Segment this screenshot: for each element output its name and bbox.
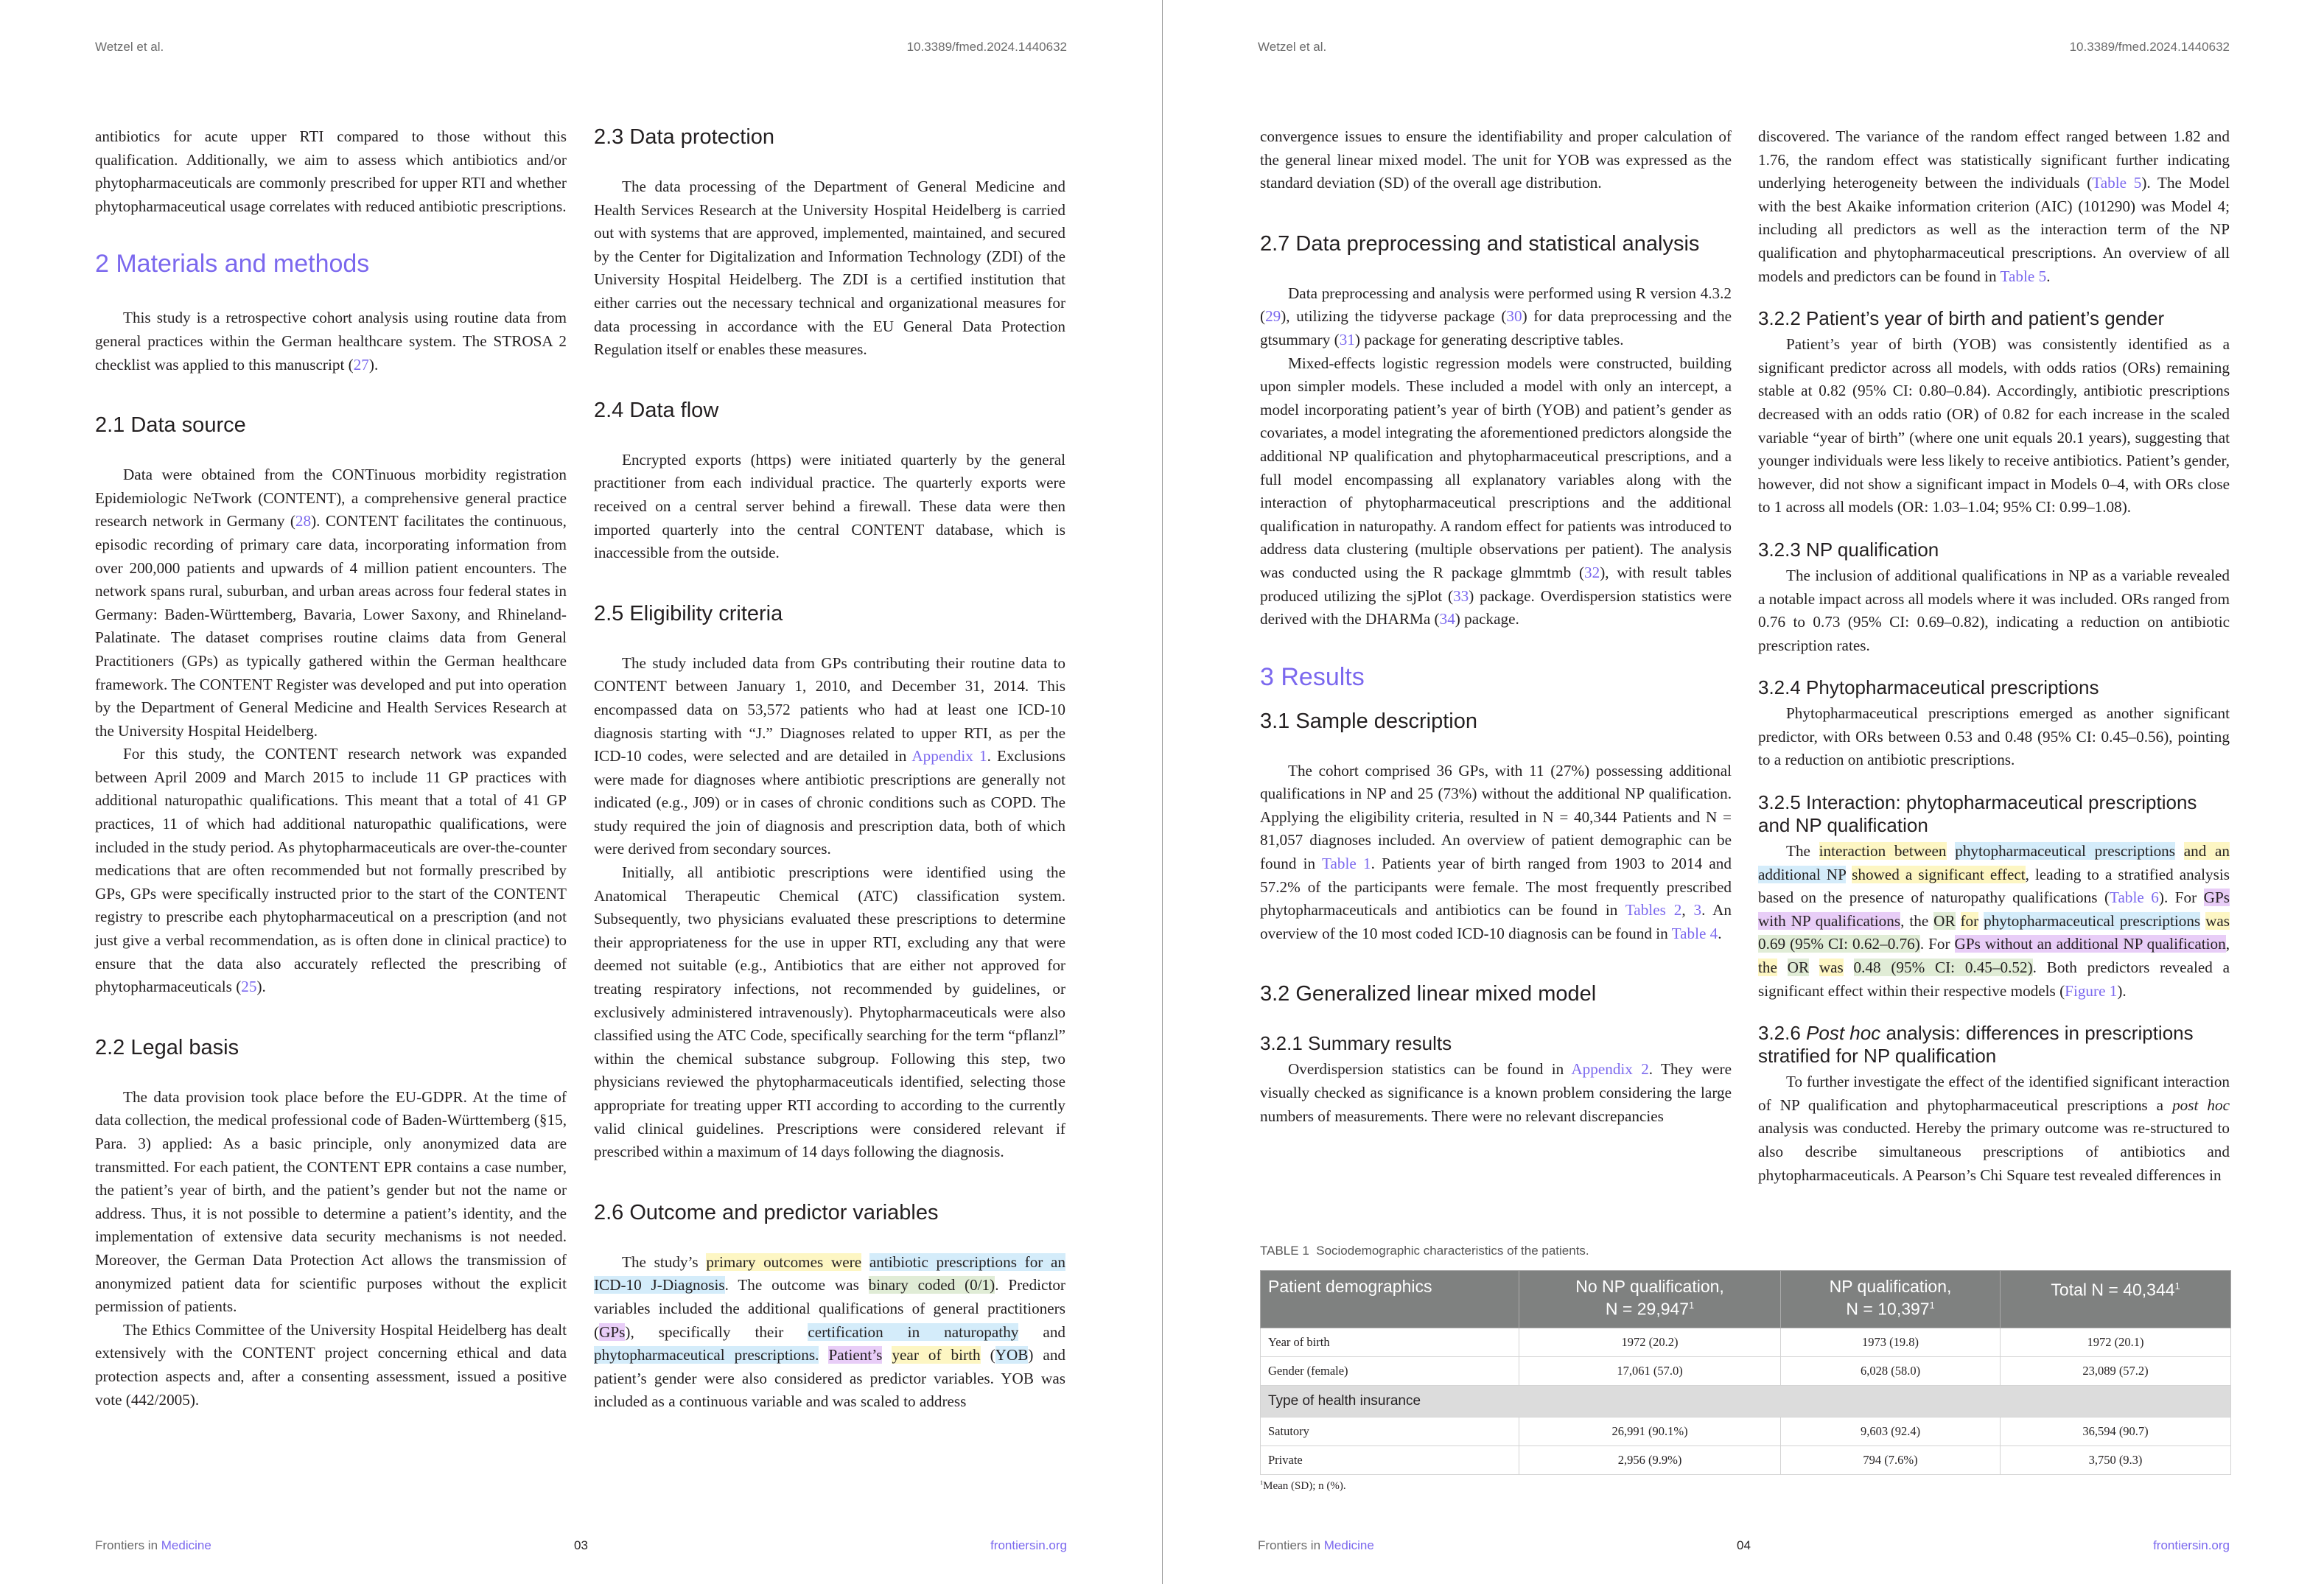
text [861,1253,869,1271]
text: ) package. Overdispersion statistics were derived with the DHARMa ( [1260,586,1732,628]
section-heading-eligibility: 2.5 Eligibility criteria [594,601,783,625]
section-heading-statistical-analysis: 2.7 Data preprocessing and statistical analysis [1260,231,1700,256]
page-footer [95,1538,1067,1556]
highlighted-text: GPs [599,1322,626,1341]
text: , [2225,935,2230,953]
running-head-authors: Wetzel et al. [95,40,164,54]
text: ). For [2158,889,2204,907]
text: Overdispersion statistics can be found in [1288,1060,1572,1079]
highlighted-text: the [1758,959,1777,977]
heading-number: 3.2.6 [1758,1022,1807,1045]
cross-reference-link[interactable]: 31 [1339,330,1355,348]
text: . They were visually checked as significance is a known problem considering the large numbers of measurements. There were no relevant discrepancies [1260,1060,1732,1125]
table-1 [1260,1244,2231,1493]
cross-reference-link[interactable]: Table 4 [1671,924,1718,942]
running-head-doi[interactable]: 10.3389/fmed.2024.1440632 [2069,40,2230,54]
text: Mixed-effects logistic regression models were constructed, building upon simpler models. These included a model with only an intercept, a model incorporating patient’s year of birth (YOB) and patient’s gender as covariates, a model integrating the aforementioned predictors alongside the additional NP qualification and phytopharmaceutical prescriptions, and a full model encompassing all explanatory variables along with the interaction of phytopharmaceutical prescriptions and the additional qualification in naturopathy. A random effect for patients was introduced to address data clustering (multiple observations per patient). The analysis was conducted using the R package glmmtmb ( [1260,354,1732,581]
text [819,1346,828,1364]
page-footer [1258,1538,2230,1556]
table-cell: 26,991 (90.1%) [1519,1417,1781,1445]
text: ). [2117,981,2127,1000]
eligibility-paragraph-1 [594,652,1065,861]
running-head [1258,40,2230,57]
table-row [1261,1356,2231,1385]
subsection-heading-yob-gender: 3.2.2 Patient’s year of birth and patient’s gender [1758,307,2165,330]
text [1846,866,1852,883]
text: , [1681,901,1694,919]
cross-reference-link[interactable]: Figure 1 [2065,981,2118,1000]
text: ). [368,355,379,374]
text: ), specifically their [625,1322,808,1341]
highlighted-text: Patient’s [828,1346,883,1364]
text: . [2046,267,2051,285]
text [1956,912,1961,930]
text: . An overview of the 10 most coded ICD-10 diagnosis can be found in [1260,901,1732,942]
column-header: NP qualification, $N = 10,397^1$ [1781,1271,2001,1328]
row-label: Private [1261,1445,1519,1474]
column-left [1260,125,1732,1128]
highlighted-text: phytopharmaceutical prescriptions [1984,911,2201,930]
post-hoc-paragraph [1758,1070,2230,1187]
row-label: Year of birth [1261,1328,1519,1356]
section-heading-data-source: 2.1 Data source [95,413,246,438]
text-emphasis: post hoc [2172,1096,2230,1114]
subsection-heading-post-hoc [1758,1022,2230,1068]
highlighted-text: for [1960,911,1979,930]
legal-basis-paragraph-1: The data provision took place before the EU-GDPR. At the time of data collection, the medical professional code of Baden-Württemberg (§15, Para. 3) applied: As a basic principle, only anonymized data are transmitted. For each patient, the CONTENT EPR contains a case number, the patient’s year of birth, and the patient’s gender but not the name or address. Thus, it is not possible to determine a patient’s identity, and the implementation of extensive data security mechanisms is not needed. Moreover, the German Data Protection Act allows the transmission of anonymized patient data for scientific purposes without the explicit permission of patients. [95,1087,567,1316]
row-label: Gender (female) [1261,1356,1519,1385]
journal-name [1258,1538,1374,1553]
cross-reference-link[interactable]: Appendix 2 [1571,1060,1649,1079]
table-row [1261,1417,2231,1445]
summary-results-paragraph-tail [1758,125,2230,288]
highlighted-text: GPs with NP qualifications [1758,889,2230,930]
section-heading-glmm: 3.2 Generalized linear mixed model [1260,982,1597,1006]
cross-reference-link[interactable]: Table 5 [2000,267,2047,285]
table-caption-text: Sociodemographic characteristics of the patients. [1316,1244,1589,1258]
column-right [594,125,1065,1414]
table-cell: 9,603 (92.4) [1781,1417,2001,1445]
column-right [1758,125,2230,1187]
heading-emphasis: Post hoc [1806,1022,1881,1045]
journal-title: Medicine [161,1538,211,1552]
text: The [1786,842,1819,861]
citation-link[interactable]: 25 [241,978,257,996]
group-label: Type of health insurance [1261,1385,2231,1417]
highlighted-text: was [1819,959,1844,977]
highlighted-text: phytopharmaceutical prescriptions. [594,1346,819,1364]
row-label: Satutory [1261,1417,1519,1445]
running-head-doi[interactable]: 10.3389/fmed.2024.1440632 [906,40,1067,54]
column-header: Total $N = 40,344^1$ [2001,1271,2231,1328]
text [1809,959,1819,976]
data-source-paragraph-1 [95,463,567,743]
citation-link[interactable]: 28 [295,512,312,530]
table-cell: 794 (7.6%) [1781,1445,2001,1474]
running-head [95,40,1067,57]
highlighted-text: binary coded (0/1) [868,1276,995,1294]
highlighted-text: phytopharmaceutical prescriptions [1955,842,2176,861]
section-heading-legal-basis: 2.2 Legal basis [95,1035,239,1059]
footnote-marker: 1 [1260,1479,1264,1486]
section-heading-materials-methods: 2 Materials and methods [95,250,370,278]
citation-link[interactable]: 27 [353,355,369,374]
text [2175,842,2184,860]
data-flow-paragraph: Encrypted exports (https) were initiated quarterly by the general practitioner from each individual practice. The quarterly exports were received on a central server behind a firewall. These data were then imported quarterly into the central CONTENT database, which is inaccessible from the outside. [594,450,1065,562]
page-number: 04 [1737,1538,1751,1552]
journal-prefix: Frontiers in [1258,1538,1324,1552]
cross-reference-link[interactable]: Table 6 [2110,889,2159,907]
table-body [1261,1328,2231,1474]
table-group-row [1261,1385,2231,1417]
text: ), with result tables produced utilizing the sjPlot ( [1260,563,1732,605]
running-head-authors: Wetzel et al. [1258,40,1327,54]
cross-reference-link[interactable]: 3 [1693,901,1702,919]
text: . For [1919,935,1955,953]
statistical-analysis-paragraph-2 [1260,352,1732,631]
text: analysis was conducted. Hereby the primary outcome was re-structured to also describe simultaneous prescriptions of antibiotics and phytopharmaceuticals. A Pearson’s Chi Square test revealed differences in [1758,1119,2230,1184]
page-04 [1163,0,2324,1584]
text: ), utilizing the tidyverse package ( [1281,307,1507,326]
summary-results-paragraph [1260,1058,1732,1128]
cross-reference-link[interactable]: 29 [1265,307,1281,326]
outcome-predictors-paragraph [594,1251,1065,1414]
page-number: 03 [574,1538,588,1552]
text: This study is a retrospective cohort analysis using routine data from general practices within the German healthcare system. The STROSA 2 checklist was applied to this manuscript ( [95,309,567,374]
section-heading-data-flow: 2.4 Data flow [594,398,719,422]
text: and [1018,1322,1066,1341]
site-link[interactable]: frontiersin.org [2153,1538,2230,1552]
table-caption [1260,1244,2231,1258]
cross-reference-link[interactable]: 30 [1506,307,1522,326]
highlighted-text: was [2205,911,2230,930]
highlighted-text: and an [2183,842,2230,861]
intro-paragraph-tail: antibiotics for acute upper RTI compared to those without this qualification. Additionally, we aim to assess which antibiotics and/or phytopharmaceuticals are commonly prescribed for upper RTI and whether phytopharmaceutical usage correlates with reduced antibiotic prescriptions. [95,127,567,215]
subsection-heading-phyto-prescriptions: 3.2.4 Phytopharmaceutical prescriptions [1758,676,2099,699]
site-link[interactable]: frontiersin.org [990,1538,1067,1552]
subsection-heading-summary-results: 3.2.1 Summary results [1260,1032,1452,1055]
text [882,1346,892,1364]
text: . Exclusions were made for diagnoses where antibiotic prescriptions are generally not indicated (e.g., J09) or in cases of chronic conditions such as COPD. The study required the join of diagnosis and prescription data, both of which were derived from secondary sources. [594,747,1065,858]
section-heading-outcome-predictors: 2.6 Outcome and predictor variables [594,1200,939,1224]
table-cell: 23,089 (57.2) [2001,1356,2231,1385]
outcome-predictors-paragraph-tail: convergence issues to ensure the identifiability and proper calculation of the general linear mixed model. The unit for YOB was expressed as the standard deviation (SD) of the overall age distribution. [1260,127,1732,192]
text: To further investigate the effect of the identified significant interaction of NP qualification and phytopharmaceutical prescriptions a [1758,1073,2230,1114]
section-heading-data-protection: 2.3 Data protection [594,125,775,149]
cross-reference-link[interactable]: 32 [1584,563,1600,581]
text: . [1718,924,1722,942]
text [1947,842,1956,860]
statistical-analysis-paragraph-1 [1260,282,1732,352]
highlighted-text: year of birth [892,1346,981,1364]
highlighted-text: OR [1933,911,1956,930]
highlighted-text: primary outcomes were [706,1252,862,1271]
footnote-text: Mean (SD); n (%). [1263,1479,1346,1492]
cross-reference-link[interactable]: Table 5 [2092,174,2142,192]
text: , the [1900,911,1934,930]
text: ) package. [1455,610,1519,628]
highlighted-text: YOB [995,1346,1029,1364]
table-cell: 3,750 (9.3) [2001,1445,2231,1474]
text: Data preprocessing and analysis were performed using R version 4.3.2 ( [1260,284,1732,326]
data-protection-paragraph: The data processing of the Department of General Medicine and Health Services Research at the University Hospital Heidelberg is carried out with systems that are approved, implemented, maintained, and secured by the Center for Digitalization and Information Technology (ZDI) of the University Hospital Heidelberg. The ZDI is a certified institution that either carries out the necessary technical and organizational measures for data processing in accordance with the EU General Data Protection Regulation itself or enables these measures. [594,178,1065,359]
table-row [1261,1328,2231,1356]
text: . Both predictors revealed a significant effect within their respective models ( [1758,959,2230,1000]
table-cell: 1972 (20.2) [1519,1328,1781,1356]
appendix-link[interactable]: Appendix 1 [911,747,987,765]
heading-text: analysis: differences in prescriptions stratified for NP qualification [1758,1022,2194,1068]
text: ). [256,978,266,996]
table-footnote [1260,1479,2231,1493]
table-cell: 36,594 (90.7) [2001,1417,2231,1445]
highlighted-text: 0.48 (95% CI: 0.45–0.52) [1853,959,2033,977]
demographics-table [1260,1270,2231,1475]
table-cell: 1973 (19.8) [1781,1328,2001,1356]
text: The cohort comprised 36 GPs, with 11 (27%) possessing additional qualifications in NP and 25 (73%) without the additional NP qualification. Applying the eligibility criteria, resulted in N = 40,344 Patients and N = 81,057 diagnoses included. An overview of patient demographic can be found in [1260,761,1732,873]
interaction-paragraph [1758,840,2230,1003]
table-cell: 6,028 (58.0) [1781,1356,2001,1385]
journal-name [95,1538,211,1553]
table-cell: 1972 (20.1) [2001,1328,2231,1356]
journal-prefix: Frontiers in [95,1538,161,1552]
cross-reference-link[interactable]: Tables 2 [1625,901,1682,919]
table-cell: 17,061 (57.0) [1519,1356,1781,1385]
sample-description-paragraph [1260,760,1732,946]
column-left [95,125,567,1412]
text: ) and patient’s gender were also considered as predictor variables. YOB was included as a continuous variable and was scaled to address [594,1346,1066,1411]
text: . Patients year of birth ranged from 1903 to 2014 and 57.2% of the participants were female. The most frequently prescribed phytopharmaceuticals and antibiotics can be found in [1260,855,1732,919]
section-heading-sample-description: 3.1 Sample description [1260,709,1477,733]
highlighted-text: additional NP [1758,865,1847,883]
phyto-prescriptions-paragraph: Phytopharmaceutical prescriptions emerged as another significant predictor, with ORs between 0.53 and 0.48 (95% CI: 0.45–0.56), pointing to a reduction on antibiotic prescriptions. [1758,704,2230,769]
highlighted-text: OR [1787,959,1810,977]
highlighted-text: antibiotic prescriptions for an ICD-10 J-Diagnosis [594,1252,1066,1294]
journal-title: Medicine [1323,1538,1374,1552]
highlighted-text: GPs without an additional NP qualification [1954,935,2226,953]
text [1844,959,1854,976]
text: For this study, the CONTENT research network was expanded between April 2009 and March 2015 to include 11 GP practices with additional naturopathic qualifications. This meant that a total of 41 GP practices, 11 of which had additional naturopathic qualifications, were included in the study period. As phytopharmaceuticals are over-the-counter medications that are often recommended but not formally prescribed by GPs, GPs were specifically instructed prior to the start of the CONTENT registry to prescribe each phytopharmaceutical on a prescription (and not just give a verbal recommendation, as is often done in clinical practice) to ensure that the data also accurately reflected the prescribing of phytopharmaceuticals ( [95,745,567,996]
table-header-row [1261,1271,2231,1328]
table-cell: 2,956 (9.9%) [1519,1445,1781,1474]
legal-basis-paragraph-2: The Ethics Committee of the University Hospital Heidelberg has dealt extensively with the CONTENT project concerning ethical and data protection aspects and, after a consenting assessment, issued a positive vote (442/2005). [95,1320,567,1409]
np-qualification-paragraph: The inclusion of additional qualifications in NP as a variable revealed a notable impact across all models where it was included. ORs ranged from 0.76 to 0.73 (95% CI: 0.69–0.82), indicating a reduction on antibiotic prescription rates. [1758,566,2230,654]
text: . The outcome was [724,1276,869,1294]
subsection-heading-np-qualification: 3.2.3 NP qualification [1758,538,1939,561]
highlighted-text: certification in naturopathy [808,1322,1019,1341]
cross-reference-link[interactable]: 33 [1453,586,1469,605]
text: discovered. The variance of the random effect ranged between 1.82 and 1.76, the random effect was statistically significant further indicating underlying heterogeneity between the individuals ( [1758,127,2230,192]
text: ( [980,1346,995,1364]
data-source-paragraph-2 [95,743,567,999]
cross-reference-link[interactable]: 34 [1439,610,1455,628]
section-heading-results: 3 Results [1260,662,1365,691]
text: Data were obtained from the CONTinuous morbidity registration Epidemiologic NeTwork (CONTENT), a comprehensive general practice research network in Germany ( [95,466,567,530]
text: The study included data from GPs contributing their routine data to CONTENT between January 1, 2010, and December 31, 2014. This encompassed data on 53,572 patients who had at least one ICD-10 diagnosis starting with “J.” Diagnoses related to upper RTI, as per the ICD-10 codes, were selected and are detailed in [594,653,1065,765]
text: ) for data preprocessing and the gtsummary ( [1260,307,1732,348]
text: ) package for generating descriptive tables. [1354,330,1624,348]
column-header: No NP qualification, $N = 29,947^1$ [1519,1271,1781,1328]
text: , leading to a stratified analysis based on the presence of naturopathy qualifications ( [1758,865,2230,907]
text: ). CONTENT facilitates the continuous, episodic recording of primary care data, incorporating information from over 200,000 patients and upwards of 4 million patient encounters. The network spans rural, suburban, and urban areas across four federal states in Germany: Baden-Württemberg, Bavaria, Lower Saxony, and Rhineland-Palatinate. The dataset comprises routine claims data from General Practitioners (GPs) as typically gathered within the German healthcare framework. The CONTENT Register was developed and put into operation by the Department of General Medicine and Health Services Research at the University Hospital Heidelberg. [95,512,567,740]
text [1777,959,1788,976]
yob-gender-paragraph: Patient’s year of birth (YOB) was consistently identified as a significant predictor across all models, with odds ratios (ORs) remaining stable at 0.82 (95% CI: 0.80–0.84). Accordingly, antibiotic prescriptions decreased with an odds ratio (OR) of 0.82 for each increase in the scaled variable “year of birth” (where one unit equals 20.1 years), suggesting that younger individuals were less likely to receive antibiotics. Patient’s gender, however, did not show a significant impact in Models 0–4, with ORs close to 1 across all models (OR: 1.03–1.04; 95% CI: 0.99–1.08). [1758,335,2230,516]
highlighted-text: showed a significant effect [1852,865,2026,883]
table-label: TABLE 1 [1260,1244,1309,1258]
column-header: Patient demographics [1261,1271,1519,1328]
highlighted-text: 0.69 (95% CI: 0.62–0.76) [1758,935,1920,953]
subsection-heading-interaction: 3.2.5 Interaction: phytopharmaceutical prescriptions and NP qualification [1758,791,2197,837]
text: . Predictor variables included the additional qualifications of general practitioners ( [594,1276,1065,1341]
highlighted-text: interaction between [1819,842,1947,861]
cross-reference-link[interactable]: Table 1 [1321,855,1371,873]
text: The study’s [622,1252,707,1271]
materials-methods-paragraph [95,306,567,376]
eligibility-paragraph-2: Initially, all antibiotic prescriptions were identified using the Anatomical Therapeutic Chemical (ATC) classification system. Subsequently, two physicians evaluated these prescriptions to determine their appropriateness for the use in upper RTI, excluding any that were deemed not suitable (e.g., Antibiotics that are either not approved for treating respiratory infections, not recommended by guidelines, or exclusively administered intravenously). Phytopharmaceuticals were also classified using the ATC Code, specifically searching for the term “pflanzl” within the chemical substance subgroup. Following this step, two physicians reviewed the phytopharmaceuticals identified, selecting those appropriate for treating upper RTI according to according to the currently valid clinical guidelines. Prescriptions were considered relevant if prescribed within a maximum of 14 days following the diagnosis. [594,863,1065,1161]
table-row [1261,1445,2231,1474]
text: ). The Model with the best Akaike information criterion (AIC) (101290) was Model 4; including all predictors as well as the interaction term of the NP qualification and phytopharmaceutical prescriptions. An overview of all models and predictors can be found in [1758,174,2230,285]
